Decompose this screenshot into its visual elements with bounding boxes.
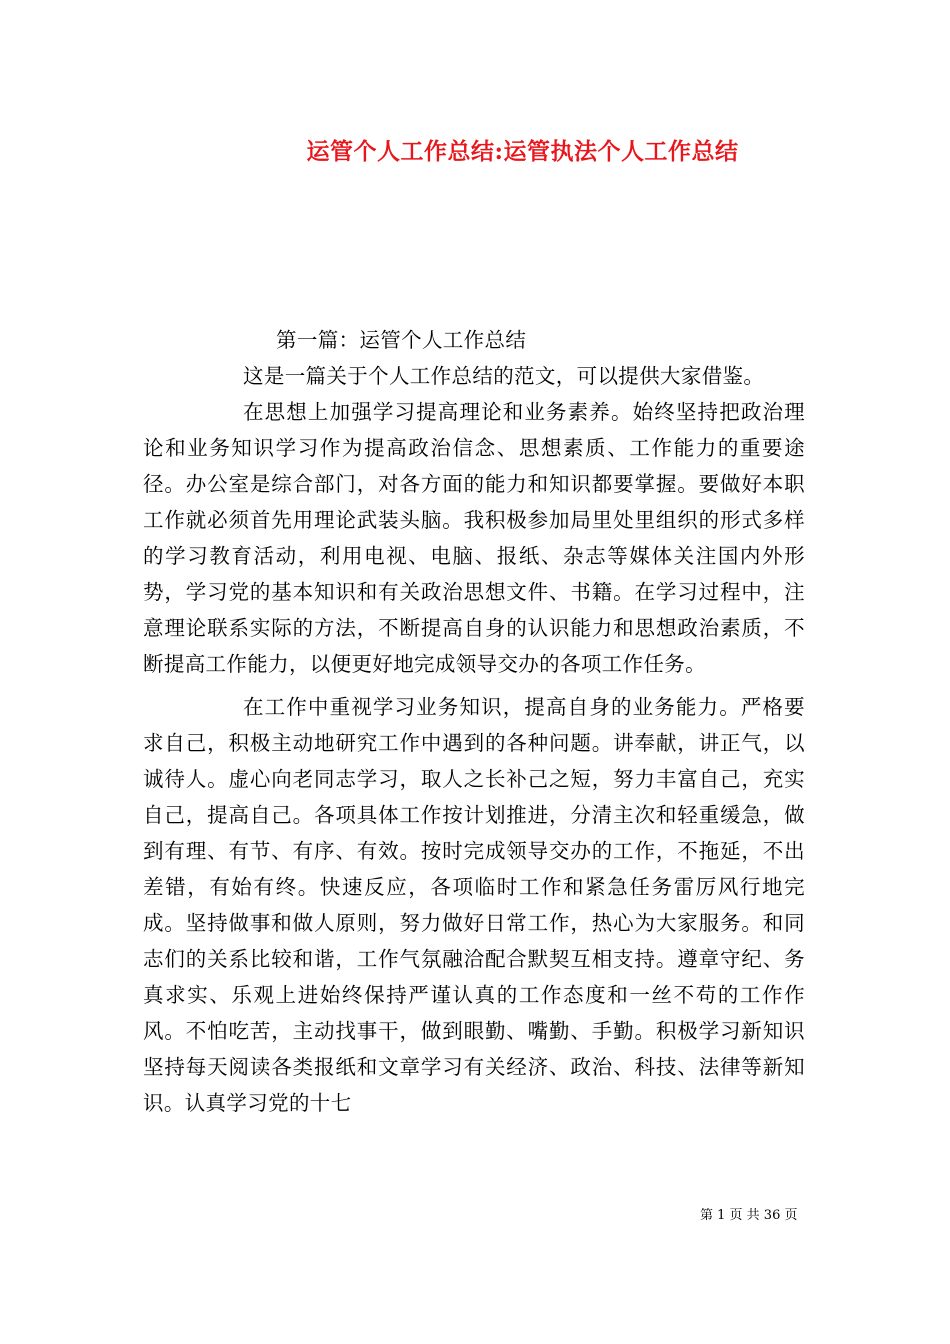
document-body [143,322,805,1121]
section-heading: 第一篇：运管个人工作总结 [276,328,527,352]
document-title: 运管个人工作总结:运管执法个人工作总结 [306,138,739,165]
body-paragraph-2: 在工作中重视学习业务知识，提高自身的业务能力。严格要求自己，积极主动地研究工作中遇到的各种问题。讲奉献，讲正气，以诚待人。虚心向老同志学习，取人之长补己之短，努力丰富自己，充实自己，提高自己。各项具体工作按计划推进，分清主次和轻重缓急，做到有理、有节、有序、有效。按时完成领导交办的工作，不拖延，不出差错，有始有终。快速反应，各项临时工作和紧急任务雷厉风行地完成。坚持做事和做人原则，努力做好日常工作，热心为大家服务。和同志们的关系比较和谐，工作气氛融洽配合默契互相支持。遵章守纪、务真求实、乐观上进始终保持严谨认真的工作态度和一丝不苟的工作作风。不怕吃苦，主动找事干，做到眼勤、嘴勤、手勤。积极学习新知识坚持每天阅读各类报纸和文章学习有关经济、政治、科技、法律等新知识。认真学习党的十七 [143,695,805,1115]
body-paragraph-1: 在思想上加强学习提高理论和业务素养。始终坚持把政治理论和业务知识学习作为提高政治信念、思想素质、工作能力的重要途径。办公室是综合部门，对各方面的能力和知识都要掌握。要做好本职工作就必须首先用理论武装头脑。我积极参加局里处里组织的形式多样的学习教育活动，利用电视、电脑、报纸、杂志等媒体关注国内外形势，学习党的基本知识和有关政治思想文件、书籍。在学习过程中，注意理论联系实际的方法，不断提高自身的认识能力和思想政治素质，不断提高工作能力，以便更好地完成领导交办的各项工作任务。 [143,400,805,676]
intro-paragraph: 这是一篇关于个人工作总结的范文，可以提供大家借鉴。 [243,364,765,388]
page-number-footer: 第 1 页 共 36 页 [700,1208,798,1223]
